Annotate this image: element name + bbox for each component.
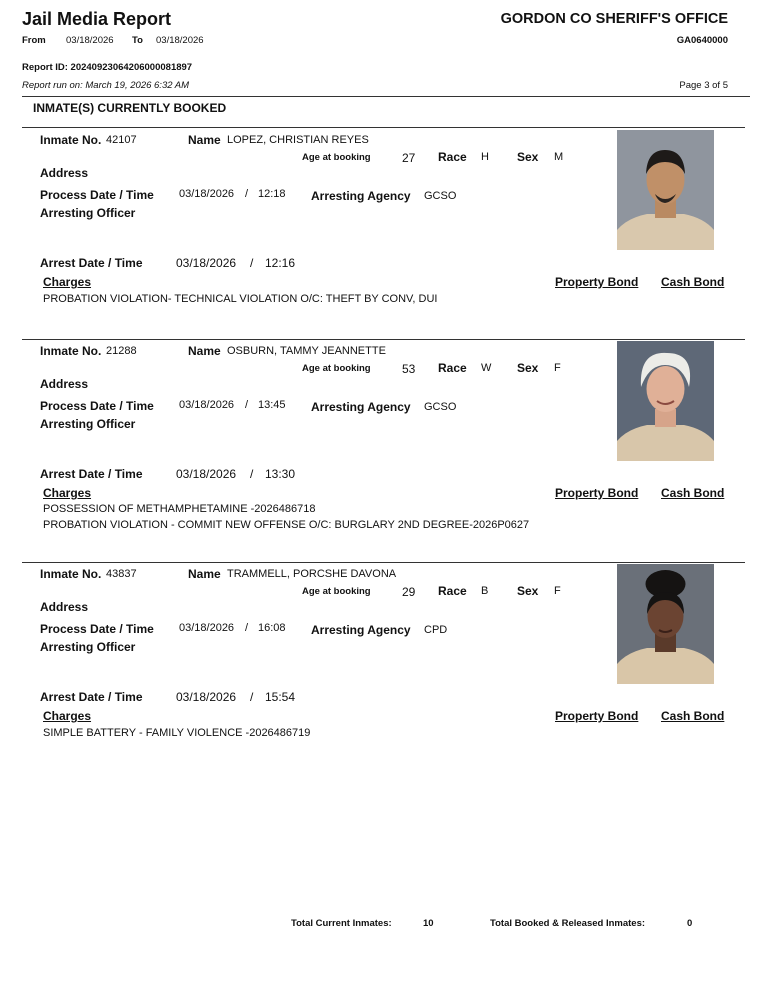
address-label: Address (40, 377, 89, 391)
address-label: Address (40, 600, 89, 614)
officer-label: Arresting Officer (40, 206, 136, 220)
sex-label: Sex (517, 361, 539, 375)
age-value: 27 (402, 151, 416, 165)
charge-line: PROBATION VIOLATION- TECHNICAL VIOLATION O/C: THEFT BY CONV, DUI (43, 293, 438, 305)
race-value: W (481, 362, 492, 374)
total-released-value: 0 (687, 918, 693, 929)
address-label: Address (40, 166, 89, 180)
cash-bond-label: Cash Bond (661, 275, 725, 289)
cash-bond-label: Cash Bond (661, 709, 725, 723)
sex-label: Sex (517, 584, 539, 598)
age-label: Age at booking (302, 586, 371, 597)
sex-value: F (554, 585, 561, 597)
agency-value: GCSO (424, 190, 457, 202)
race-label: Race (438, 361, 467, 375)
cash-bond-label: Cash Bond (661, 486, 725, 500)
race-value: B (481, 585, 489, 597)
inmate-divider (22, 127, 745, 128)
person-silhouette-icon (617, 341, 714, 461)
agency-label: Arresting Agency (311, 189, 411, 203)
header-divider (22, 96, 750, 97)
sex-label: Sex (517, 150, 539, 164)
slash: / (250, 690, 254, 704)
race-label: Race (438, 584, 467, 598)
agency-label: Arresting Agency (311, 623, 411, 637)
person-silhouette-icon (617, 130, 714, 250)
officer-label: Arresting Officer (40, 417, 136, 431)
sex-value: M (554, 151, 564, 163)
process-time: 16:08 (258, 622, 286, 634)
charge-line: PROBATION VIOLATION - COMMIT NEW OFFENSE O/C: BURGLARY 2ND DEGREE-2026P0627 (43, 519, 530, 531)
inmate-no: 43837 (106, 568, 137, 580)
age-label: Age at booking (302, 152, 371, 163)
age-value: 29 (402, 585, 416, 599)
arrest-date: 03/18/2026 (176, 467, 237, 481)
total-released-label: Total Booked & Released Inmates: (490, 918, 646, 929)
inmate-no-label: Inmate No. (40, 133, 102, 147)
slash: / (245, 399, 249, 411)
charge-line: SIMPLE BATTERY - FAMILY VIOLENCE -2026486719 (43, 727, 311, 739)
process-time: 13:45 (258, 399, 286, 411)
charges-label: Charges (43, 709, 92, 723)
property-bond-label: Property Bond (555, 275, 639, 289)
charges-label: Charges (43, 275, 92, 289)
to-label: To (132, 35, 143, 46)
property-bond-label: Property Bond (555, 486, 639, 500)
arrest-time: 15:54 (265, 690, 296, 704)
process-date: 03/18/2026 (179, 622, 235, 634)
property-bond-label: Property Bond (555, 709, 639, 723)
agency-value: GCSO (424, 401, 457, 413)
arrest-label: Arrest Date / Time (40, 467, 143, 481)
mugshot-photo (617, 564, 714, 684)
mugshot-photo (617, 341, 714, 461)
arrest-label: Arrest Date / Time (40, 256, 143, 270)
report-id: Report ID: 20240923064206000081897 (22, 62, 193, 73)
process-date: 03/18/2026 (179, 188, 235, 200)
arrest-date: 03/18/2026 (176, 690, 237, 704)
total-current-value: 10 (423, 918, 434, 929)
age-value: 53 (402, 362, 416, 376)
inmate-name: OSBURN, TAMMY JEANNETTE (227, 345, 386, 357)
person-silhouette-icon (617, 564, 714, 684)
section-title: INMATE(S) CURRENTLY BOOKED (33, 101, 227, 115)
agency-label: Arresting Agency (311, 400, 411, 414)
charge-line: POSSESSION OF METHAMPHETAMINE -2026486718 (43, 503, 316, 515)
page-number: Page 3 of 5 (679, 80, 728, 91)
officer-label: Arresting Officer (40, 640, 136, 654)
inmate-divider (22, 339, 745, 340)
inmate-no-label: Inmate No. (40, 344, 102, 358)
race-value: H (481, 151, 489, 163)
slash: / (245, 622, 249, 634)
inmate-no: 42107 (106, 134, 137, 146)
report-title: Jail Media Report (22, 9, 172, 29)
to-date: 03/18/2026 (156, 35, 204, 46)
agency-value: CPD (424, 624, 448, 636)
charges-label: Charges (43, 486, 92, 500)
slash: / (250, 256, 254, 270)
process-label: Process Date / Time (40, 188, 154, 202)
process-time: 12:18 (258, 188, 286, 200)
slash: / (250, 467, 254, 481)
inmate-name: LOPEZ, CHRISTIAN REYES (227, 134, 369, 146)
total-current-label: Total Current Inmates: (291, 918, 392, 929)
sex-value: F (554, 362, 561, 374)
report-run: Report run on: March 19, 2026 6:32 AM (22, 80, 190, 91)
arrest-time: 13:30 (265, 467, 296, 481)
office-name: GORDON CO SHERIFF'S OFFICE (500, 11, 728, 27)
mugshot-photo (617, 130, 714, 250)
arrest-time: 12:16 (265, 256, 296, 270)
name-label: Name (188, 344, 221, 358)
process-label: Process Date / Time (40, 399, 154, 413)
age-label: Age at booking (302, 363, 371, 374)
ori-code: GA0640000 (676, 35, 728, 46)
race-label: Race (438, 150, 467, 164)
inmate-name: TRAMMELL, PORCSHE DAVONA (227, 568, 397, 580)
slash: / (245, 188, 249, 200)
process-date: 03/18/2026 (179, 399, 235, 411)
name-label: Name (188, 133, 221, 147)
arrest-label: Arrest Date / Time (40, 690, 143, 704)
process-label: Process Date / Time (40, 622, 154, 636)
inmate-no: 21288 (106, 345, 137, 357)
inmate-divider (22, 562, 745, 563)
arrest-date: 03/18/2026 (176, 256, 237, 270)
name-label: Name (188, 567, 221, 581)
inmate-no-label: Inmate No. (40, 567, 102, 581)
from-label: From (22, 35, 46, 46)
from-date: 03/18/2026 (66, 35, 114, 46)
